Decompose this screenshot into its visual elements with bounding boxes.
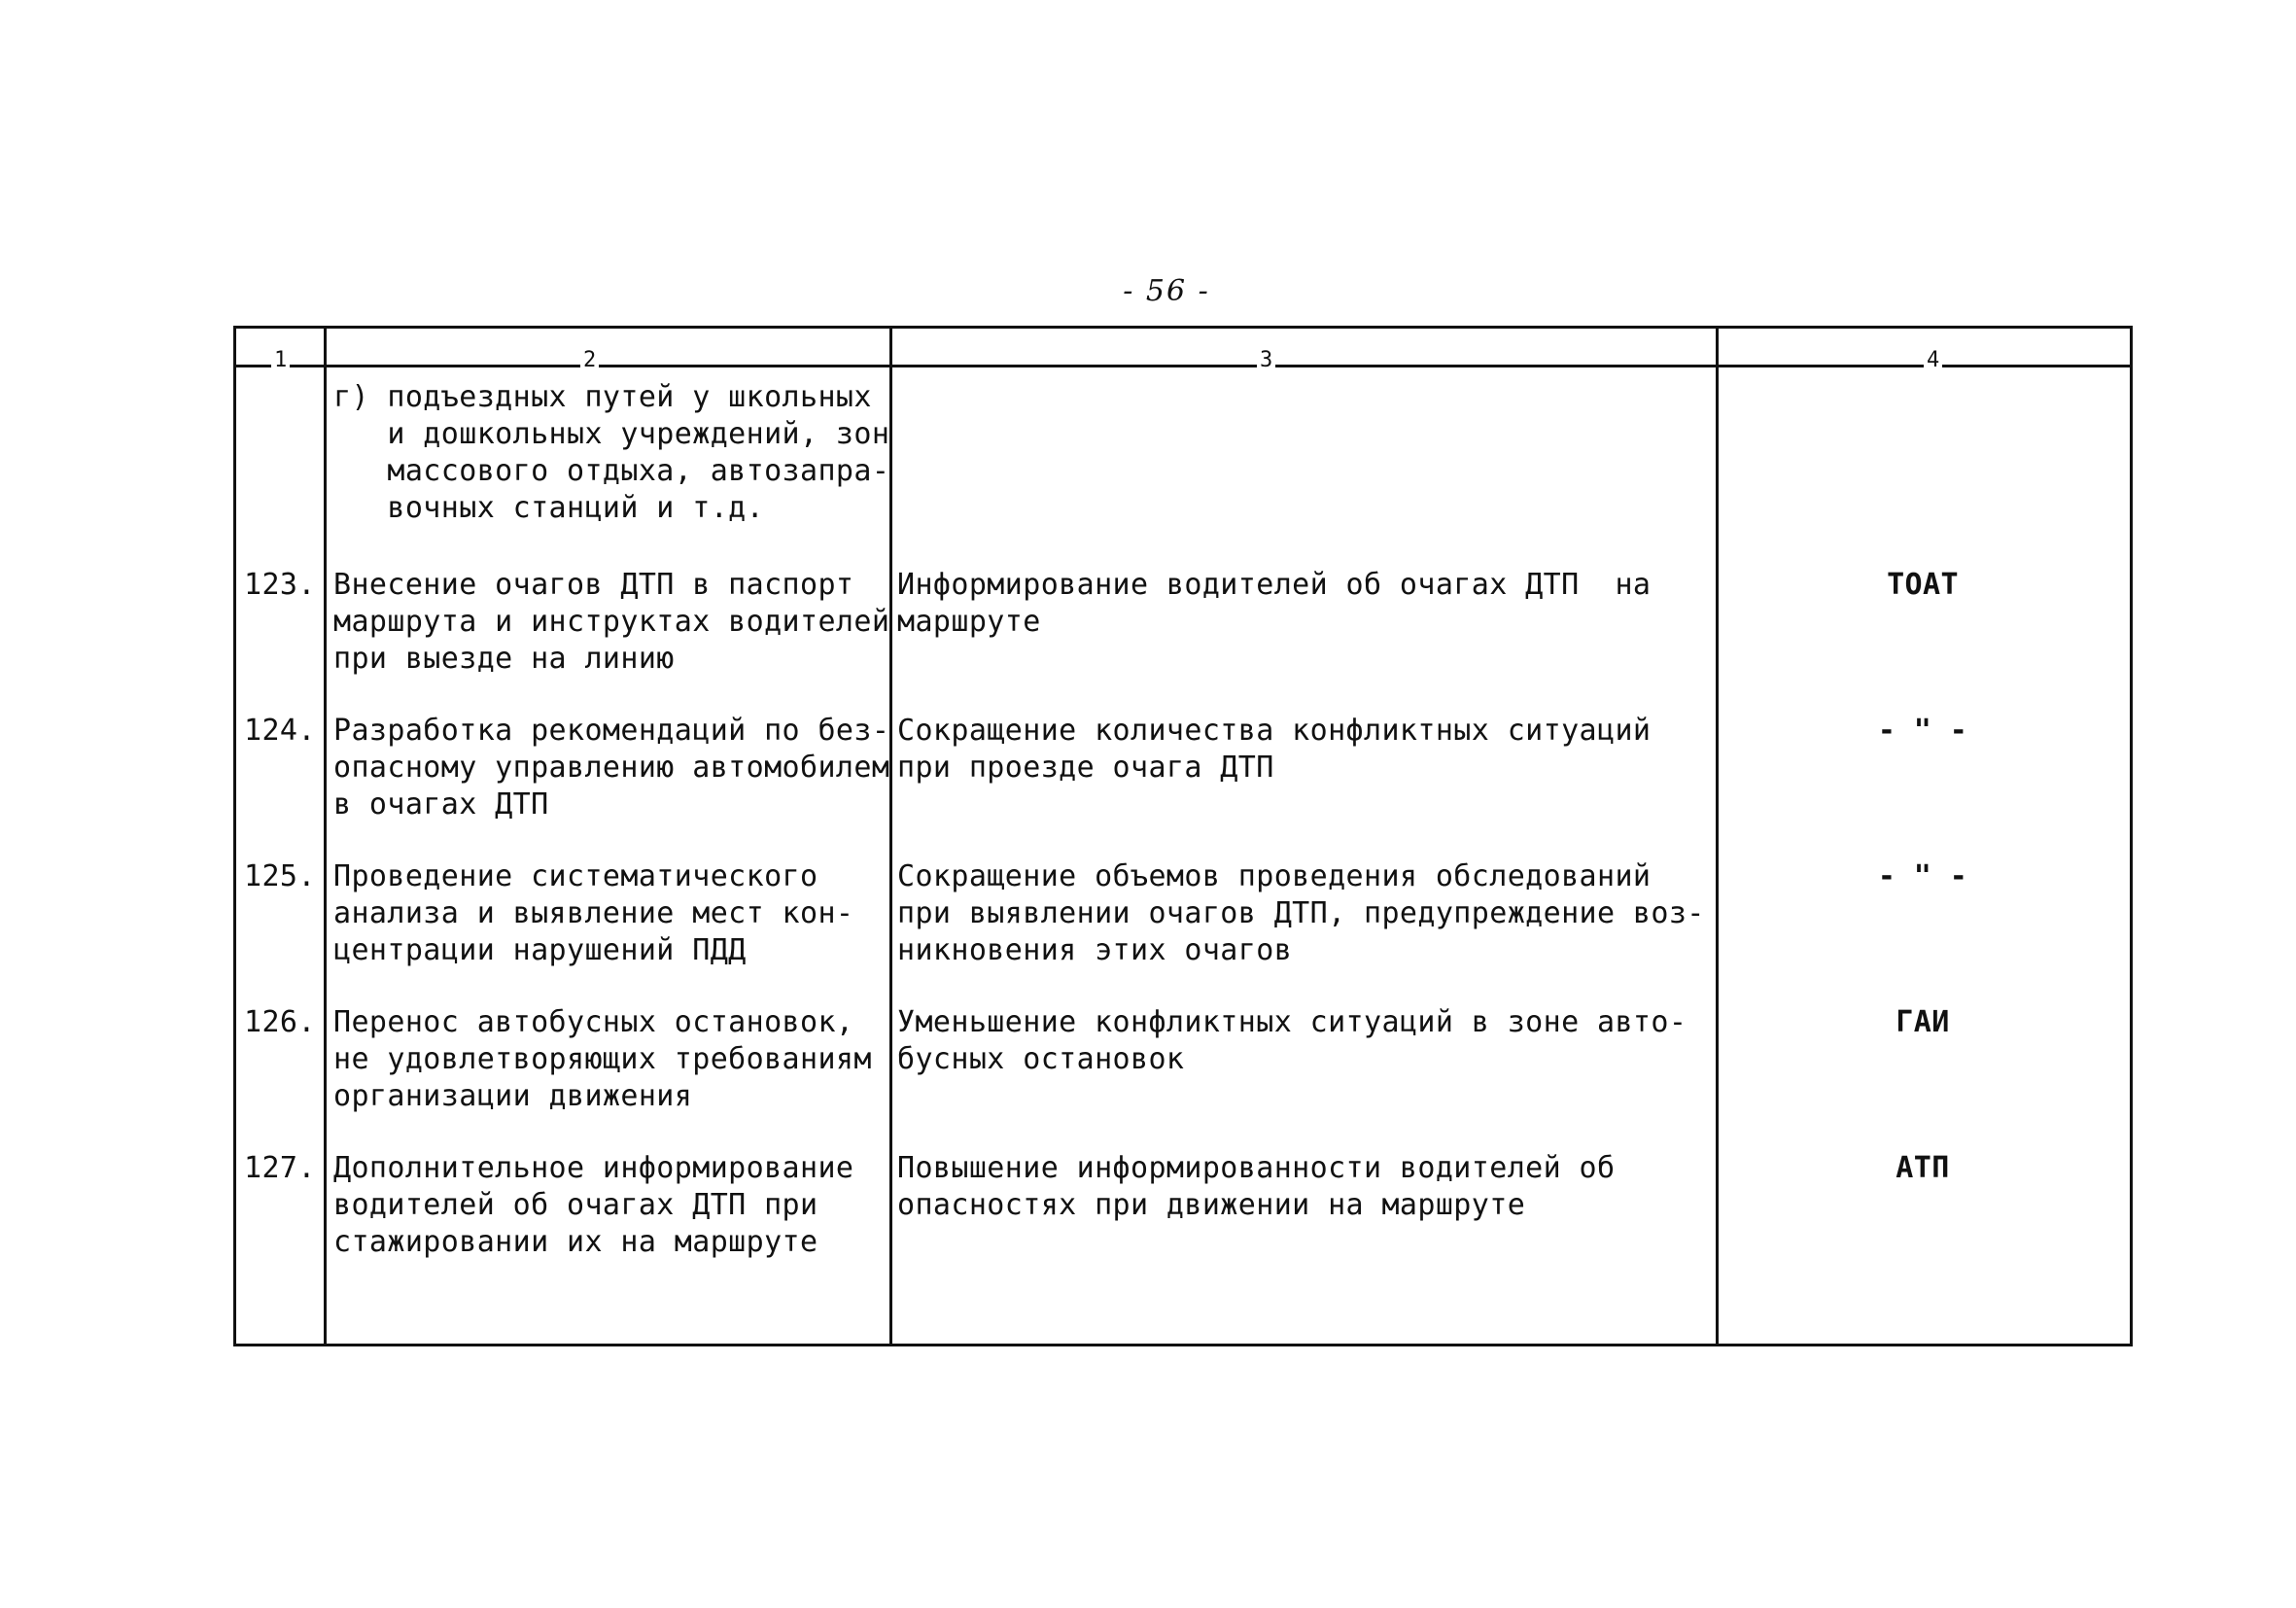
row-measure: Проведение систематического анализа и выявление мест кон- центрации нарушений ПДД [333, 859, 854, 967]
row-measure: Перенос автобусных остановок, не удовлетворяющих требованиям организации движения [333, 1005, 872, 1113]
row-effect: Сокращение объемов проведения обследований при выявлении очагов ДТП, предупреждение воз- никновения этих очагов [897, 859, 1705, 967]
header-line [236, 365, 2130, 367]
row-measure: Разработка рекомендаций по без- опасному управлению автомобилем в очагах ДТП [333, 714, 890, 821]
measures-table [233, 326, 2133, 1346]
row-executor: ГАИ [1896, 1005, 1950, 1039]
column-header-1: 1 [271, 348, 290, 373]
row-executor: ТОАТ [1887, 568, 1959, 602]
row-measure: Внесение очагов ДТП в паспорт маршрута и инструктах водителей при выезде на линию [333, 568, 890, 676]
row-number: 125. [244, 859, 316, 893]
row-number: 127. [244, 1151, 316, 1185]
row-effect: Повышение информированности водителей об опасностях при движении на маршруте [897, 1151, 1616, 1222]
row-number: 126. [244, 1005, 316, 1039]
row-measure: г) подъездных путей у школьных и дошкольных учреждений, зон массового отдыха, автозапра- вочных станций и т.д. [333, 380, 890, 525]
page-number: - 56 - [1123, 274, 1210, 308]
column-divider-2 [889, 329, 892, 1344]
row-effect: Сокращение количества конфликтных ситуаций при проезде очага ДТП [897, 714, 1652, 785]
row-executor: АТП [1896, 1151, 1950, 1185]
row-effect: Уменьшение конфликтных ситуаций в зоне авто- бусных остановок [897, 1005, 1687, 1076]
column-header-2: 2 [580, 348, 599, 373]
column-divider-1 [324, 329, 327, 1344]
column-header-3: 3 [1257, 348, 1275, 373]
row-executor: - " - [1877, 859, 1968, 893]
row-executor: - " - [1877, 714, 1968, 748]
row-measure: Дополнительное информирование водителей об очагах ДТП при стажировании их на маршруте [333, 1151, 854, 1259]
row-effect: Информирование водителей об очагах ДТП на маршруте [897, 568, 1652, 639]
row-number: 123. [244, 568, 316, 602]
row-number: 124. [244, 714, 316, 748]
column-header-4: 4 [1924, 348, 1942, 373]
